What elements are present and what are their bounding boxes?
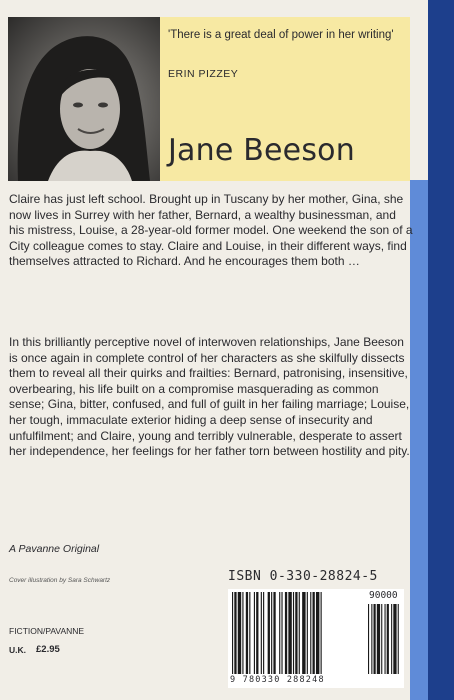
- blurb-paragraph-2: In this brilliantly perceptive novel of interwoven relationships, Jane Beeson is once again in complete control of her characters as she skilfully dissects them to reveal all their quirks and frailties: Bernard, patronising, insensitive, overbearing, his life built on a compromise masquerading as common sense; Gina, bitter, confused, and full of guilt in her failing marriage; Louise, her tough, immaculate exterior hiding a deep sense of insecurity and unfulfilment; and Claire, young and terribly vulnerable, desperate to assert her independence, her feelings for her father torn between hostility and pity.: [9, 335, 410, 459]
- author-name: Jane Beeson: [168, 133, 355, 168]
- imprint-label: A Pavanne Original: [9, 543, 100, 555]
- author-photo: [8, 17, 160, 181]
- category-label: FICTION/PAVANNE: [9, 626, 85, 636]
- barcode-icon: [228, 589, 404, 688]
- isbn-number: ISBN 0-330-28824-5: [228, 569, 378, 584]
- spine-stripe-dark: [428, 0, 454, 700]
- barcode-addon: 90000: [369, 590, 398, 601]
- quote-panel: [160, 17, 410, 181]
- barcode-number: 9 780330 288248: [230, 675, 325, 685]
- blurb-paragraph-1: Claire has just left school. Brought up in Tuscany by her mother, Gina, she now lives in Surrey with her father, Bernard, a wealthy businessman, and his mistress, Louise, a 28-year-old former model. One weekend the son of a City colleague comes to stay. Claire and Louise, in their different ways, find themselves attracted to Richard. And he encourages them both …: [9, 192, 413, 269]
- barcode: [228, 589, 404, 688]
- quote-attribution: ERIN PIZZEY: [168, 68, 239, 80]
- cover-credit: Cover illustration by Sara Schwartz: [9, 577, 111, 584]
- author-portrait-icon: [8, 17, 160, 181]
- review-quote: 'There is a great deal of power in her writing': [168, 29, 394, 41]
- price-region: U.K.: [9, 645, 26, 655]
- price-value: £2.95: [36, 644, 60, 655]
